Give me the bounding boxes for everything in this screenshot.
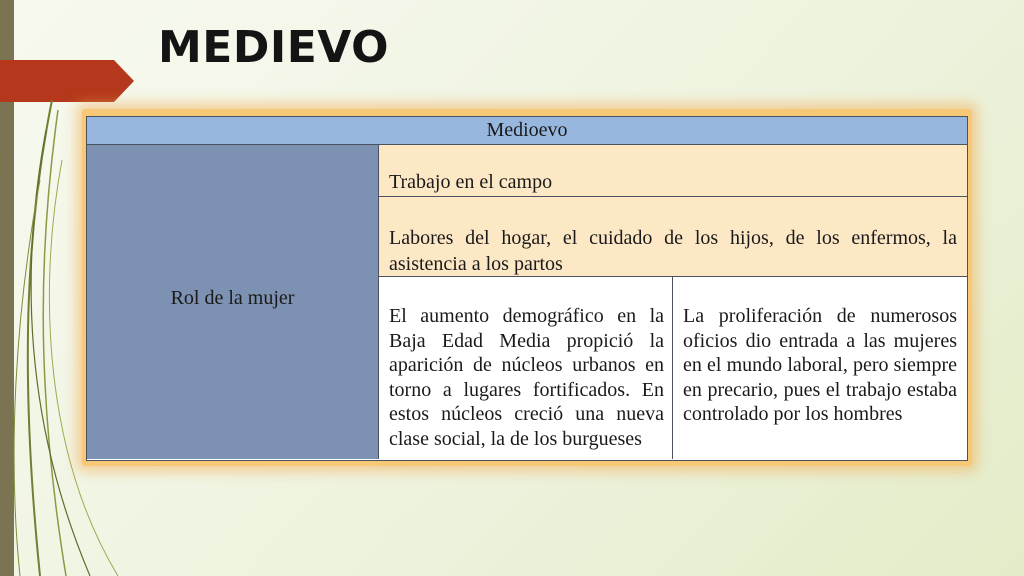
- cell-aumento-demografico: El aumento demográfico en la Baja Edad Media propició la aparición de núcleos urbanos en torno a lugares fortificados. En estos núcleos creció una nueva clase social, la de los burgueses: [379, 277, 673, 459]
- medioevo-table: [86, 116, 968, 461]
- slide-title: MEDIEVO: [158, 22, 389, 73]
- row-label-text: Rol de la mujer: [170, 286, 295, 309]
- cell-trabajo-campo: Trabajo en el campo: [379, 145, 967, 197]
- title-arrow-icon: [0, 60, 134, 102]
- cell-labores-hogar: Labores del hogar, el cuidado de los hijos, de los enfermos, la asistencia a los partos: [379, 197, 967, 277]
- row-label-cell: [87, 145, 379, 459]
- table-header: Medioevo: [87, 117, 967, 145]
- cell-proliferacion-oficios: La proliferación de numerosos oficios dio entrada a las mujeres en el mundo laboral, pero siempre en precario, pues el trabajo estaba controlado por los hombres: [683, 305, 957, 425]
